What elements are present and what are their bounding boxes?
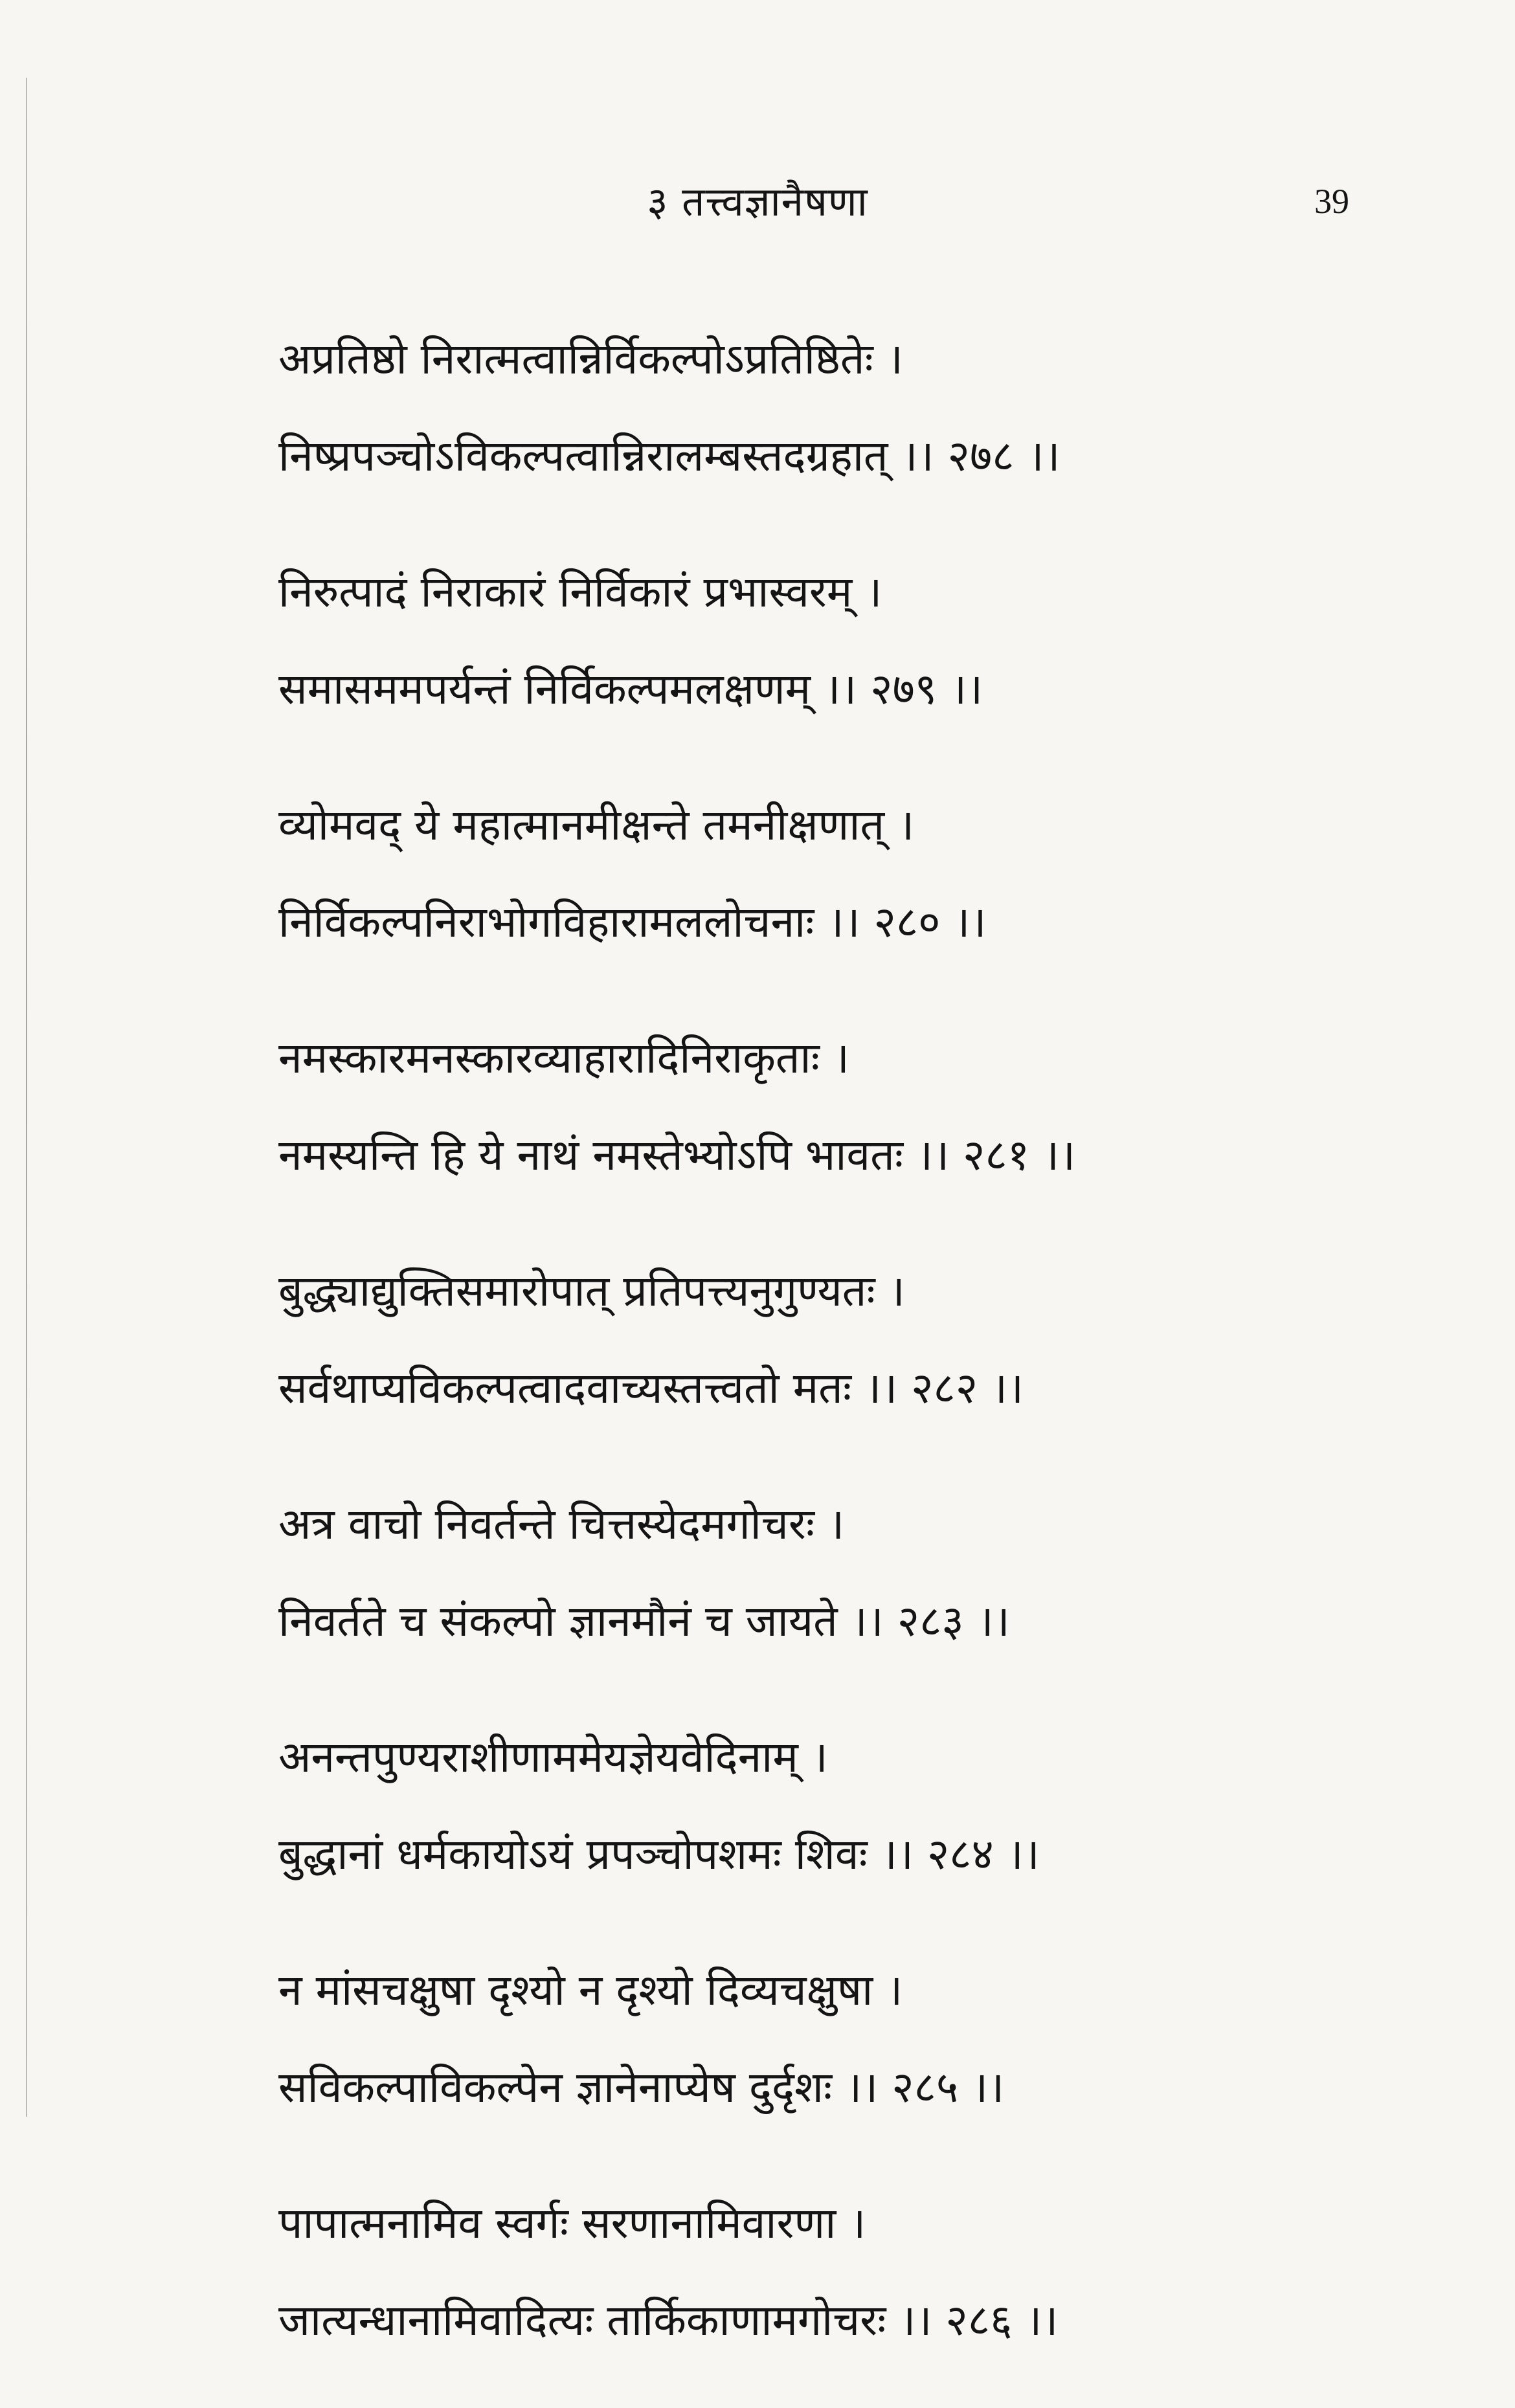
verse-line: सविकल्पाविकल्पेन ज्ञानेनाप्येष दुर्दृशः ।। २८५ ।।	[278, 2062, 1005, 2112]
page-number: 39	[1314, 182, 1349, 221]
page-header	[0, 162, 1515, 233]
verse-line: निवर्तते च संकल्पो ज्ञानमौनं च जायते ।। २८३ ।।	[278, 1596, 1010, 1646]
verse-line: न मांसचक्षुषा दृश्यो न दृश्यो दिव्यचक्षुषा ।	[278, 1965, 903, 2015]
verse-285	[278, 1942, 1457, 2136]
verse-283	[278, 1476, 1457, 1670]
verse-280	[278, 777, 1457, 971]
verse-line: समासममपर्यन्तं निर्विकल्पमलक्षणम् ।। २७९ ।।	[278, 664, 983, 714]
binding-edge	[26, 78, 27, 2117]
verse-line: सर्वथाप्यविकल्पत्वादवाच्यस्तत्त्वतो मतः ।। २८२ ।।	[278, 1363, 1024, 1413]
verse-line: पापात्मनामिव स्वर्गः सरणानामिवारणा ।	[278, 2198, 866, 2248]
verse-line: अनन्तपुण्यराशीणाममेयज्ञेयवेदिनाम् ।	[278, 1732, 828, 1782]
verse-line: बुद्धानां धर्मकायोऽयं प्रपञ्चोपशमः शिवः ।। २८४ ।।	[278, 1829, 1040, 1879]
verse-line: बुद्ध्याद्युक्तिसमारोपात् प्रतिपत्त्यनुगुण्यतः ।	[278, 1266, 905, 1316]
running-title: ३ तत्त्वज्ञानैषणा	[647, 178, 868, 225]
verse-282	[278, 1243, 1457, 1437]
verse-line: निष्प्रपञ्चोऽविकल्पत्वान्निरालम्बस्तदग्रहात् ।। २७८ ।।	[278, 431, 1060, 481]
verse-279	[278, 544, 1457, 738]
verse-list	[278, 311, 1457, 2408]
verse-line: नमस्कारमनस्कारव्याहारादिनिराकृताः ।	[278, 1033, 849, 1083]
verse-line: निरुत्पादं निराकारं निर्विकारं प्रभास्वरम् ।	[278, 567, 882, 617]
verse-line: निर्विकल्पनिराभोगविहारामललोचनाः ।। २८० ।।	[278, 897, 987, 947]
verse-line: व्योमवद् ये महात्मानमीक्षन्ते तमनीक्षणात् ।	[278, 800, 915, 850]
verse-line: जात्यन्धानामिवादित्यः तार्किकाणामगोचरः ।। २८६ ।।	[278, 2295, 1059, 2345]
verse-278	[278, 311, 1457, 505]
verse-line: अत्र वाचो निवर्तन्ते चित्तस्येदमगोचरः ।	[278, 1499, 845, 1549]
verse-line: नमस्यन्ति हि ये नाथं नमस्तेभ्योऽपि भावतः ।। २८१ ।।	[278, 1130, 1076, 1180]
verse-284	[278, 1709, 1457, 1903]
verse-line: अप्रतिष्ठो निरात्मत्वान्निर्विकल्पोऽप्रतिष्ठितेः ।	[278, 334, 903, 384]
verse-286	[278, 2175, 1457, 2369]
verse-281	[278, 1010, 1457, 1204]
